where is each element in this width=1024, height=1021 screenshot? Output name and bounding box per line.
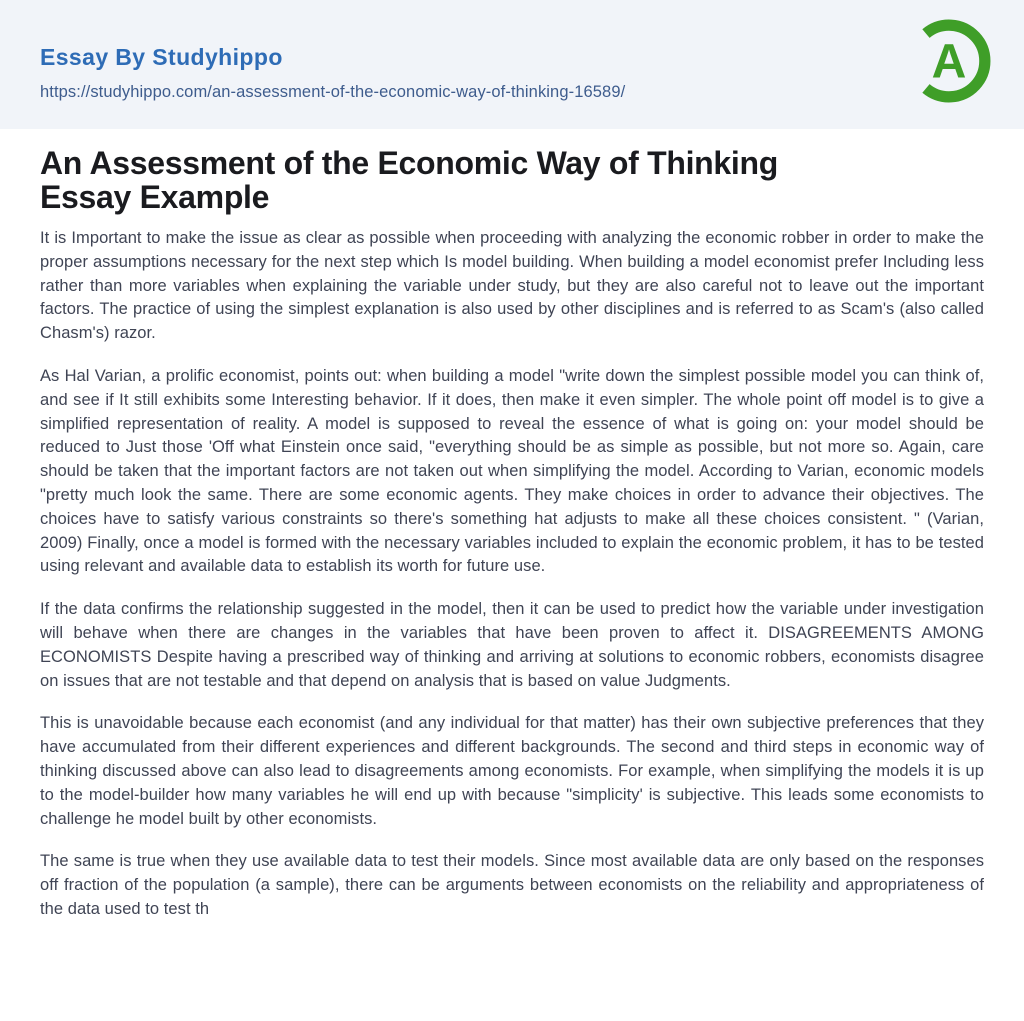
site-title: Essay By Studyhippo <box>40 44 283 70</box>
studyhippo-logo-icon <box>906 18 992 104</box>
essay-title <box>40 146 984 214</box>
essay-paragraph: If the data confirms the relationship suggested in the model, then it can be used to predict how the variable under investigation will behave when there are changes in the variables that have been proven to affect it. DISAGREEMENTS AMONG ECONOMISTS Despite having a prescribed way of thinking and arriving at solutions to economic robbers, economists disagree on issues that are not testable and that depend on analysis that is based on value Judgments. <box>40 600 984 690</box>
page-header <box>0 0 1024 129</box>
essay-title-line-2: Essay Example <box>40 179 270 215</box>
essay-paragraph: It is Important to make the issue as clear as possible when proceeding with analyzing the economic robber in order to make the proper assumptions necessary for the next step which Is model building. When building a model economist prefer Including less rather than more variables when explaining the variable under study, but they are also careful not to leave out the important factors. The practice of using the simplest explanation is also used by other disciplines and is referred to as Scam's (also called Chasm's) razor. <box>40 229 984 343</box>
essay-paragraph: This is unavoidable because each economist (and any individual for that matter) has their own subjective preferences that they have accumulated from their different experiences and different backgrounds. The second and third steps in economic way of thinking discussed above can also lead to disagreements among economists. For example, when simplifying the models it is up to the model-builder how many variables he will end up with because "simplicity' is subjective. This leads some economists to challenge he model built by other economists. <box>40 714 984 828</box>
essay-paragraph: As Hal Varian, a prolific economist, points out: when building a model "write down the simplest possible model you can think of, and see if It still exhibits some Interesting behavior. If it does, then make it even simpler. The whole point off model is to give a simplified representation of reality. A model is supposed to reveal the essence of what is going on: your model should be reduced to Just those 'Off what Einstein once said, "everything should be as simple as possible, but not more so. Again, care should be taken that the important factors are not taken out when simplifying the model. According to Varian, economic models "pretty much look the same. There are some economic agents. They make choices in order to advance their objectives. The choices have to satisfy various constraints so there's something hat adjusts to make all these choices consistent. " (Varian, 2009) Finally, once a model is formed with the necessary variables included to explain the economic problem, it has to be tested using relevant and available data to establish its worth for future use. <box>40 366 984 576</box>
essay-paragraph: The same is true when they use available data to test their models. Since most available data are only based on the responses off fraction of the population (a sample), there can be arguments between economists on the reliability and appropriateness of the data used to test th <box>40 852 984 918</box>
logo-letter: A <box>931 34 967 89</box>
essay-url-link[interactable]: https://studyhippo.com/an-assessment-of-the-economic-way-of-thinking-16589/ <box>40 83 626 101</box>
essay-body <box>40 227 984 922</box>
essay-title-line-1: An Assessment of the Economic Way of Thinking <box>40 145 779 181</box>
essay-content <box>0 129 1024 922</box>
